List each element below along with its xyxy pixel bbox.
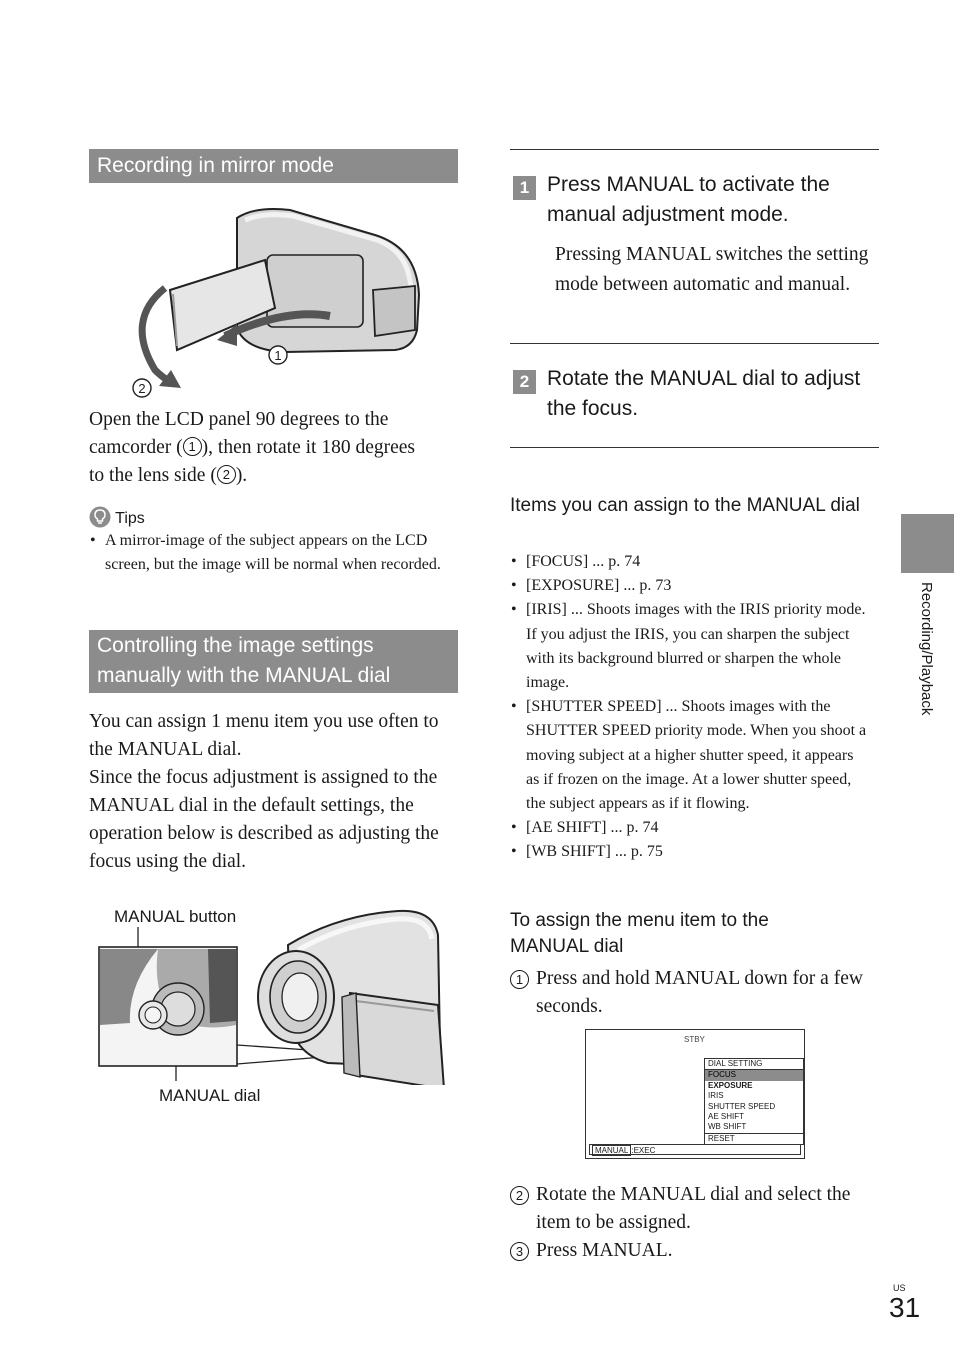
howto-step-3: 3 Press MANUAL.	[510, 1237, 875, 1265]
screen-menu-item[interactable]: SHUTTER SPEED	[708, 1101, 776, 1111]
circled-number-1: 1	[183, 437, 202, 456]
side-tab-label: Recording/Playback	[918, 582, 935, 716]
rule-bottom	[510, 447, 879, 448]
screen-footer-key: MANUAL	[592, 1145, 631, 1156]
screen-menu	[704, 1058, 804, 1145]
howto-heading: To assign the menu item to the MANUAL dial	[510, 910, 769, 957]
assign-heading: Items you can assign to the MANUAL dial	[510, 495, 860, 516]
list-item: • [EXPOSURE] ... p. 73	[510, 574, 868, 598]
assign-items-list	[510, 550, 868, 865]
manual-dial-illustration	[98, 905, 450, 1085]
mirror-mode-instructions: Open the LCD panel 90 degrees to the camcorder ( 1 ), then rotate it 180 degrees to the lens side ( 2 ).	[89, 409, 415, 486]
screen-menu-reset[interactable]: RESET	[705, 1133, 803, 1144]
step-1-title: Press MANUAL to activate the manual adjustment mode.	[547, 173, 830, 226]
step-1-body: Pressing MANUAL switches the setting mode between automatic and manual.	[555, 244, 869, 295]
step-1-number: 1	[513, 176, 536, 200]
screen-menu-title: DIAL SETTING	[705, 1059, 803, 1070]
screen-menu-item[interactable]: AE SHIFT	[708, 1112, 745, 1122]
list-item: • [FOCUS] ... p. 74	[510, 550, 868, 574]
screen-menu-item[interactable]: FOCUS	[705, 1070, 803, 1080]
lightbulb-icon	[89, 506, 111, 528]
manual-dial-intro: You can assign 1 menu item you use often to the MANUAL dial. Since the focus adjustment is assigned to the MANUAL dial in the default settings, the operation below is described as adjusting the focus using the dial.	[89, 711, 439, 872]
screen-menu-item[interactable]: IRIS	[708, 1091, 724, 1101]
tips-heading: Tips	[89, 506, 145, 528]
page-number: 31	[889, 1292, 921, 1323]
step-2-number: 2	[513, 370, 536, 394]
rule-mid	[510, 343, 879, 344]
manual-button-label: MANUAL button	[114, 907, 237, 926]
page-region: US	[893, 1283, 906, 1293]
mirror-mode-illustration	[125, 200, 425, 405]
side-tab	[901, 514, 954, 573]
screen-menu-item[interactable]: WB SHIFT	[708, 1122, 747, 1132]
circled-number-2: 2	[510, 1186, 529, 1205]
circled-number-1: 1	[510, 970, 529, 989]
manual-dial-label: MANUAL dial	[159, 1086, 261, 1105]
step-2-title: Rotate the MANUAL dial to adjust the focus.	[547, 367, 861, 420]
screen-footer-action: :EXEC	[631, 1146, 656, 1155]
section-title-manual-dial: Controlling the image settings manually with the MANUAL dial	[89, 630, 458, 693]
circled-number-3: 3	[510, 1242, 529, 1261]
screen-status: STBY	[684, 1035, 705, 1044]
list-item: • [SHUTTER SPEED] ... Shoots images with the SHUTTER SPEED priority mode. When you shoot a moving subject at a higher shutter speed, it appears as if frozen on the image. At a lower shutter speed, the subject appears as if it flowing.	[510, 695, 868, 816]
illus1-callout-1: 1	[274, 348, 282, 363]
tips-list	[89, 529, 461, 577]
tips-item: • A mirror-image of the subject appears on the LCD screen, but the image will be normal when recorded.	[89, 529, 461, 577]
dial-setting-screen	[585, 1029, 805, 1159]
list-item: • [WB SHIFT] ... p. 75	[510, 840, 868, 864]
list-item: • [AE SHIFT] ... p. 74	[510, 816, 868, 840]
section-title-mirror-mode: Recording in mirror mode	[89, 149, 458, 183]
rule-top	[510, 149, 879, 150]
screen-footer	[589, 1144, 801, 1155]
list-item: • [IRIS] ... Shoots images with the IRIS priority mode. If you adjust the IRIS, you can sharpen the subject with its background blurred or sharpen the whole image.	[510, 598, 868, 695]
howto-step-1: 1 Press and hold MANUAL down for a few seconds.	[510, 965, 875, 1021]
screen-menu-item[interactable]: EXPOSURE	[708, 1080, 753, 1090]
howto-step-2: 2 Rotate the MANUAL dial and select the item to be assigned.	[510, 1181, 875, 1237]
circled-number-2: 2	[217, 465, 236, 484]
illus1-callout-2: 2	[138, 381, 146, 396]
